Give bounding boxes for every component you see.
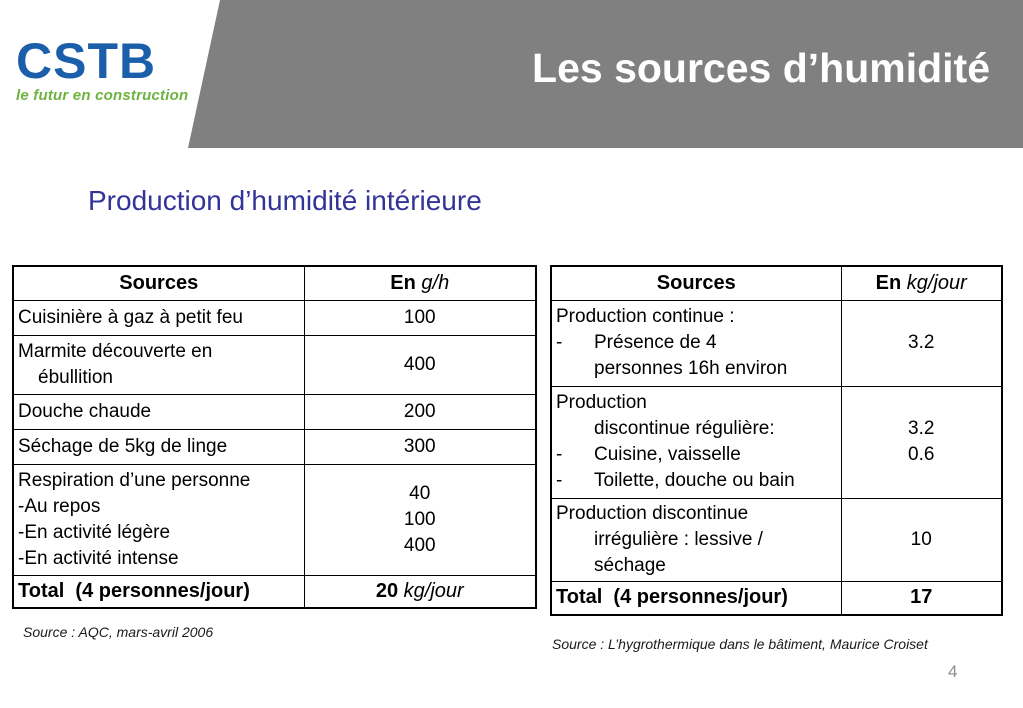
table-row xyxy=(13,429,536,464)
table-row xyxy=(13,300,536,335)
table-row xyxy=(551,300,1002,386)
cstb-logo-text: CSTB xyxy=(16,33,157,89)
source-cell: Cuisinière à gaz à petit feu xyxy=(13,300,304,335)
column-header-sources: Sources xyxy=(13,266,304,300)
value-cell: 200 xyxy=(304,394,536,429)
source-cell: Douche chaude xyxy=(13,394,304,429)
total-row xyxy=(13,575,536,608)
source-cell: Production discontinue régulière: - Cuisine, vaisselle - Toilette, douche ou bain xyxy=(551,386,841,498)
value-cell: 100 xyxy=(304,300,536,335)
cstb-logo xyxy=(16,33,189,104)
source-caption-left: Source : AQC, mars-avril 2006 xyxy=(23,624,214,640)
column-header-unit: En kg/jour xyxy=(841,266,1002,300)
total-label-cell: Total (4 personnes/jour) xyxy=(13,575,304,608)
source-cell: Production discontinue irrégulière : lessive / séchage xyxy=(551,498,841,581)
cstb-logo-tagline: le futur en construction xyxy=(16,87,189,104)
table-row xyxy=(551,386,1002,498)
source-caption-right: Source : L’hygrothermique dans le bâtiment, Maurice Croiset xyxy=(552,636,928,652)
value-cell: 40 100 400 xyxy=(304,464,536,575)
humidity-table-gh xyxy=(12,265,537,609)
column-header-sources: Sources xyxy=(551,266,841,300)
value-cell: 3.2 xyxy=(841,300,1002,386)
table-row xyxy=(13,394,536,429)
source-cell: Marmite découverte en ébullition xyxy=(13,335,304,394)
source-cell: Respiration d’une personne -Au repos -En activité légère -En activité intense xyxy=(13,464,304,575)
value-cell: 300 xyxy=(304,429,536,464)
source-cell: Production continue : - Présence de 4 personnes 16h environ xyxy=(551,300,841,386)
column-header-unit: En g/h xyxy=(304,266,536,300)
source-cell: Séchage de 5kg de linge xyxy=(13,429,304,464)
page-title: Les sources d’humidité xyxy=(532,45,990,91)
total-row xyxy=(551,581,1002,615)
value-cell: 400 xyxy=(304,335,536,394)
table-row xyxy=(13,335,536,394)
table-row xyxy=(551,498,1002,581)
table-row xyxy=(13,464,536,575)
total-value-cell: 20 kg/jour xyxy=(304,575,536,608)
total-label-cell: Total (4 personnes/jour) xyxy=(551,581,841,615)
total-value-cell: 17 xyxy=(841,581,1002,615)
page-number: 4 xyxy=(948,662,958,681)
value-cell: 3.2 0.6 xyxy=(841,386,1002,498)
section-subtitle: Production d’humidité intérieure xyxy=(88,185,482,216)
humidity-table-kgjour xyxy=(550,265,1003,616)
value-cell: 10 xyxy=(841,498,1002,581)
